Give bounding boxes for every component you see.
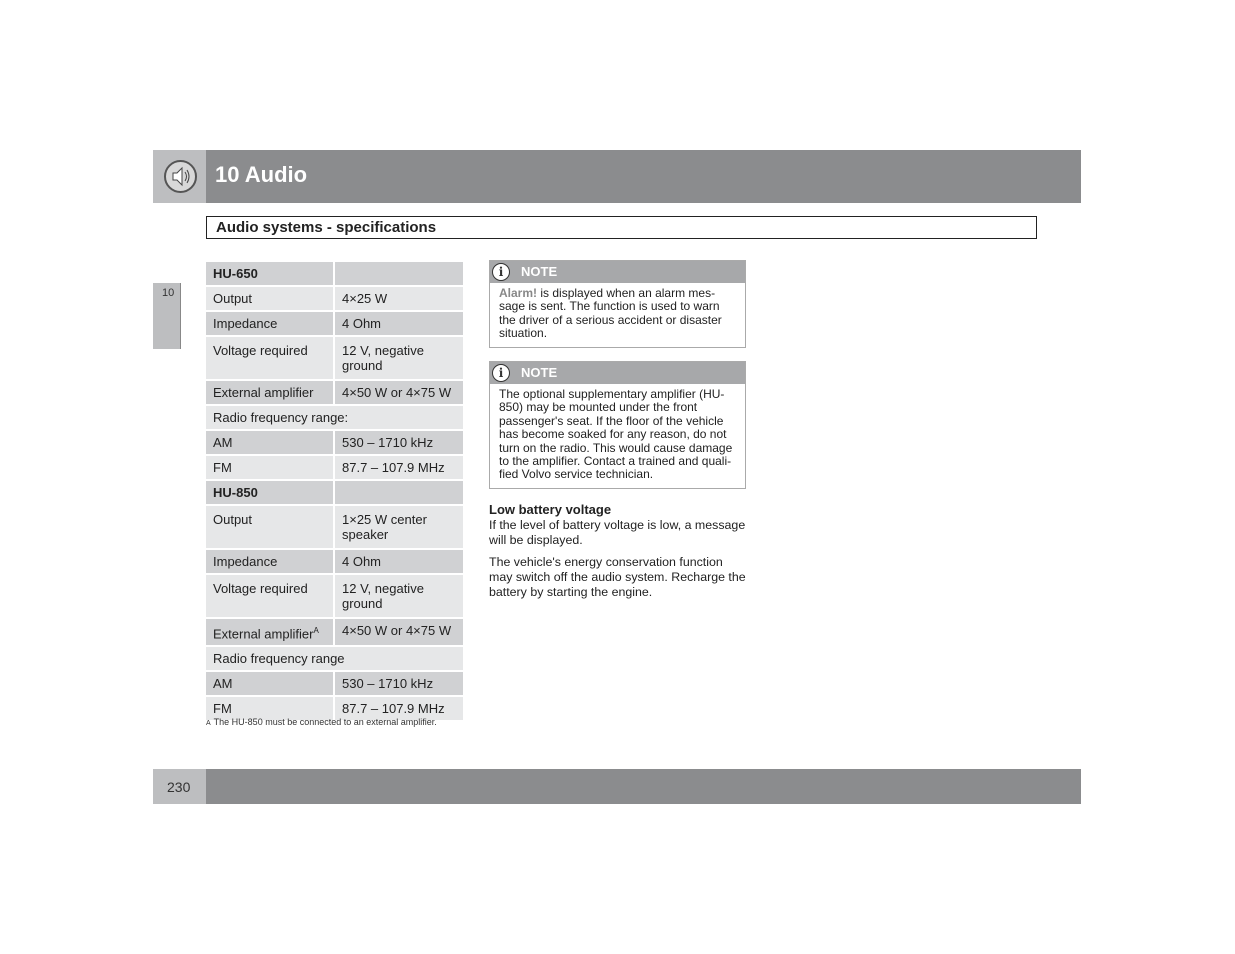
low-battery-paragraph-1: If the level of battery voltage is low, a message will be displayed. — [489, 518, 746, 547]
info-icon: i — [492, 364, 510, 382]
table-cell: 4 Ohm — [335, 312, 463, 335]
chapter-title: 10 Audio — [215, 162, 308, 187]
amp-label: External amplifier — [213, 626, 314, 642]
table-cell: Impedance — [206, 550, 335, 573]
speaker-icon — [164, 160, 197, 193]
table-cell: 12 V, negative ground — [335, 337, 463, 379]
table-cell: AM — [206, 431, 335, 454]
table-row — [206, 506, 463, 548]
page-footer — [153, 769, 1081, 804]
low-battery-paragraph-2: The vehicle's energy conservation function may switch off the audio system. Recharge the battery by starting the engine. — [489, 555, 746, 599]
page-number: 230 — [167, 779, 191, 795]
chapter-side-tab — [153, 283, 181, 349]
table-cell: 87.7 – 107.9 MHz — [335, 697, 463, 720]
table-cell: 12 V, negative ground — [335, 575, 463, 617]
table-row — [206, 337, 463, 379]
note-header — [490, 261, 745, 283]
specifications-table — [206, 260, 463, 722]
page-number-box — [153, 769, 206, 804]
table-cell: Voltage required — [206, 575, 335, 617]
table-row — [206, 406, 463, 429]
table-cell: 4 Ohm — [335, 550, 463, 573]
section-heading: Audio systems - specifications — [206, 216, 1037, 239]
footnote-text: The HU-850 must be connected to an external amplifier. — [213, 717, 437, 727]
header-icon-box — [153, 150, 206, 203]
table-row — [206, 672, 463, 695]
note-label: NOTE — [521, 365, 558, 380]
table-cell: Output — [206, 287, 335, 310]
table-cell: AM — [206, 672, 335, 695]
table-cell: 4×50 W or 4×75 W — [335, 619, 463, 645]
chapter-header — [153, 150, 1081, 203]
table-cell: Radio frequency range — [206, 647, 463, 670]
note-body: The optional supplementary amplifier (HU-850) may be mounted under the front passenger's seat. If the floor of the vehicle has become soaked for any reason, do not turn on the radio. This would cause damage to the amplifier. Contact a trained and quali-fied Volvo service technician. — [499, 387, 733, 482]
hu850-title: HU-850 — [206, 481, 335, 504]
alarm-highlight: Alarm! — [499, 286, 538, 300]
table-cell: Radio frequency range: — [206, 406, 463, 429]
table-row — [206, 431, 463, 454]
table-row — [206, 262, 463, 285]
low-battery-title: Low battery voltage — [489, 502, 612, 517]
table-row — [206, 647, 463, 670]
table-cell: 4×25 W — [335, 287, 463, 310]
table-cell: Impedance — [206, 312, 335, 335]
table-cell: Voltage required — [206, 337, 335, 379]
table-cell: FM — [206, 456, 335, 479]
footnote-ref: A — [313, 626, 319, 635]
note-box-alarm — [489, 260, 746, 348]
table-footnote — [206, 717, 437, 727]
table-cell: 530 – 1710 kHz — [335, 431, 463, 454]
table-cell: 1×25 W center speaker — [335, 506, 463, 548]
table-row — [206, 481, 463, 504]
table-cell — [206, 619, 335, 645]
table-cell: Output — [206, 506, 335, 548]
note-box-amplifier — [489, 361, 746, 489]
table-cell: 530 – 1710 kHz — [335, 672, 463, 695]
table-cell: External amplifier — [206, 381, 335, 404]
note-body — [490, 283, 745, 347]
table-row — [206, 312, 463, 335]
info-icon: i — [492, 263, 510, 281]
table-cell: 4×50 W or 4×75 W — [335, 381, 463, 404]
note-text: is displayed when an alarm mes-sage is sent. The function is used to warn the driver of a serious accident or disaster situation. — [499, 286, 722, 341]
table-cell: FM — [206, 697, 335, 720]
table-cell: 87.7 – 107.9 MHz — [335, 456, 463, 479]
side-tab-label: 10 — [162, 287, 175, 299]
table-cell — [335, 481, 463, 504]
table-cell — [335, 262, 463, 285]
table-row — [206, 550, 463, 573]
table-row — [206, 456, 463, 479]
note-header — [490, 362, 745, 384]
hu650-title: HU-650 — [206, 262, 335, 285]
note-label: NOTE — [521, 264, 558, 279]
table-row — [206, 619, 463, 645]
footnote-marker: A — [206, 720, 211, 727]
table-row — [206, 575, 463, 617]
table-row — [206, 381, 463, 404]
table-row — [206, 287, 463, 310]
